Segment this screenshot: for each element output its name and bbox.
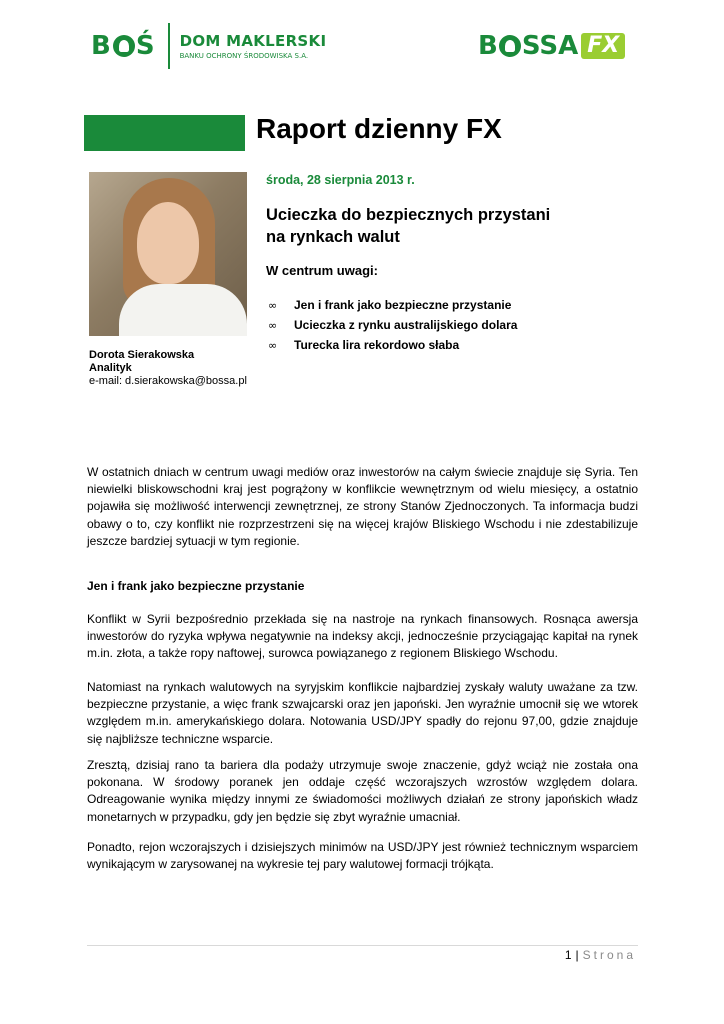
dm-text-block	[180, 32, 327, 60]
infinity-icon: ∞	[268, 338, 278, 352]
intro-paragraph: W ostatnich dniach w centrum uwagi mediów oraz inwestorów na całym świecie znajduje się Syria. Ten niewielki bliskowschodni kraj jest pogrążony w konflikcie wewnętrznym od wielu miesięcy, a ostatnio pojawiła się możliwość interwencji zewnętrznej, ze strony Stanów Zjednoczonych. Ta informacja budzi obawy o to, czy konflikt nie rozprzestrzeni się na więcej krajów Bliskiego Wschodu i nie zdestabilizuje jeszcze bardziej sytuacji w tym regionie.	[87, 465, 638, 548]
bossa-fx-logo	[478, 30, 625, 62]
focus-item-text: Ucieczka z rynku australijskiego dolara	[294, 318, 518, 332]
focus-item-text: Jen i frank jako bezpieczne przystanie	[294, 298, 512, 312]
leaf-icon	[499, 35, 521, 57]
bos-wordmark	[91, 31, 156, 61]
infinity-icon: ∞	[268, 318, 278, 332]
footer-divider	[87, 945, 638, 946]
analyst-info	[89, 349, 247, 388]
analyst-role: Analityk	[89, 362, 132, 374]
body-paragraph: Natomiast na rynkach walutowych na syryjskim konflikcie najbardziej zyskały waluty uważane za tzw. bezpieczne przystanie, a więc frank szwajcarski oraz jen japoński. Jen wyraźnie umocnił się we wtorek względem m.in. amerykańskiego dolara. Notowania USD/JPY spadły do rejonu 97,00, gdzie znajduje się najbliższe techniczne wsparcie.	[87, 680, 638, 746]
leaf-icon	[113, 35, 135, 57]
bossa-letters-ssa: SSA	[521, 31, 579, 61]
report-title: Raport dzienny FX	[256, 113, 502, 144]
analyst-photo	[89, 172, 247, 336]
section-heading: Jen i frank jako bezpieczne przystanie	[87, 579, 305, 593]
footer-separator: |	[575, 948, 579, 962]
bossa-letter-b: B	[478, 31, 498, 61]
page-number: 1	[564, 948, 572, 962]
focus-item	[268, 295, 517, 315]
page-footer	[565, 948, 636, 962]
bossa-wordmark	[478, 31, 578, 61]
page-label: Strona	[582, 948, 636, 962]
infinity-icon: ∞	[268, 298, 278, 312]
report-date: środa, 28 sierpnia 2013 r.	[266, 173, 415, 187]
focus-list	[268, 295, 517, 355]
bos-logo	[91, 22, 326, 70]
body-paragraph: Konflikt w Syrii bezpośrednio przekłada się na nastroje na rynkach finansowych. Rosnąca awersja inwestorów do ryzyka wpływa negatywnie na indeksy akcji, jednocześnie przyciągając kapitał na rynek m.in. złota, a także ropy naftowej, surowca powiązanego z regionem Bliskiego Wschodu.	[87, 612, 638, 661]
bos-letter-s: Ś	[135, 31, 156, 61]
focus-label: W centrum uwagi:	[266, 263, 378, 278]
focus-item	[268, 335, 517, 355]
headline-line-2: na rynkach walut	[266, 228, 400, 246]
body-paragraph: Zresztą, dzisiaj rano ta bariera dla podaży utrzymuje swoje znaczenie, gdyż wciąż nie została ona pokonana. W środowy poranek jen oddaje część wczorajszych wzrostów względem dolara. Odreagowanie wynika między innymi ze świadomości możliwych działań ze strony japońskich władz monetarnych w przypadku, gdy jen będzie się zbyt wyraźnie umacniał.	[87, 758, 638, 824]
logo-divider	[168, 23, 170, 69]
focus-item	[268, 315, 517, 335]
dm-subtitle: BANKU OCHRONY ŚRODOWISKA S.A.	[179, 52, 309, 60]
focus-item-text: Turecka lira rekordowo słaba	[294, 338, 460, 352]
body-paragraph: Ponadto, rejon wczorajszych i dzisiejszych minimów na USD/JPY jest również technicznym wsparciem wynikającym w zarysowanej na wykresie tej pary walutowej formacji trójkąta.	[87, 840, 638, 872]
fx-badge: FX	[581, 33, 625, 59]
analyst-name: Dorota Sierakowska	[89, 349, 195, 361]
dm-title: DOM MAKLERSKI	[179, 32, 327, 50]
report-headline	[266, 204, 606, 248]
bos-letter-b: B	[91, 31, 112, 61]
analyst-email: e-mail: d.sierakowska@bossa.pl	[89, 375, 247, 387]
headline-line-1: Ucieczka do bezpiecznych przystani	[266, 206, 551, 224]
title-accent-bar	[84, 115, 245, 151]
